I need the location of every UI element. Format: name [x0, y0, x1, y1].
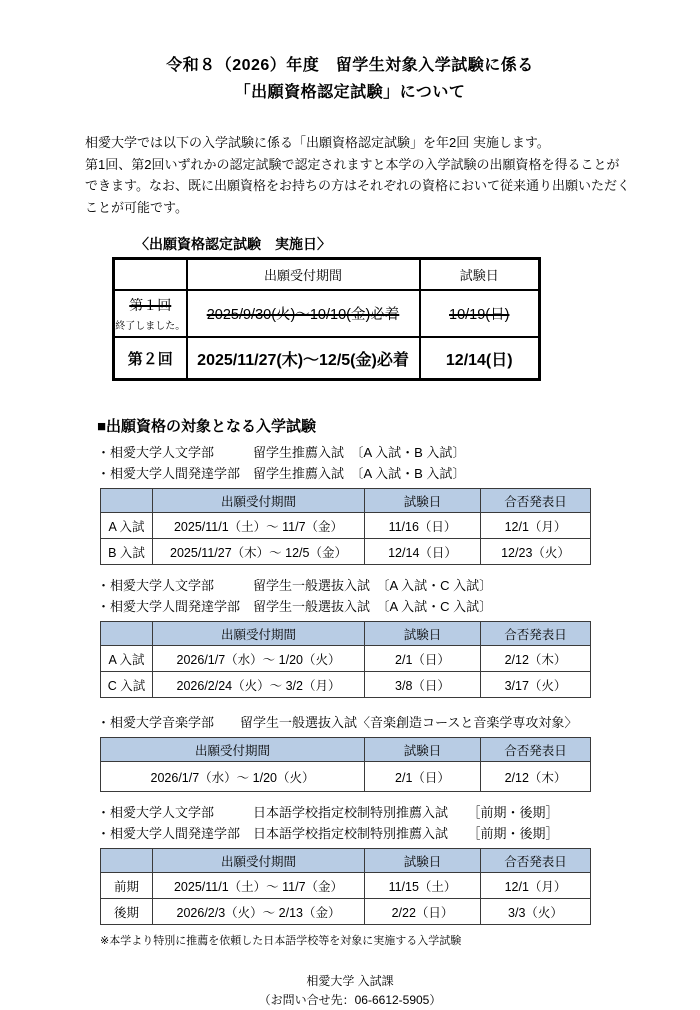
music-exam-bullet [97, 712, 700, 733]
row-label: 前期 [101, 873, 153, 899]
intro-line-4: ことが可能です。 [85, 199, 188, 215]
row-label: 後期 [101, 899, 153, 925]
cert-round1-label: 第１回 [129, 297, 172, 313]
header-period: 出願受付期間 [153, 849, 365, 873]
row-period: 2026/1/7（水）～ 1/20（火） [101, 762, 365, 792]
header-period: 出願受付期間 [153, 489, 365, 513]
header-period: 出願受付期間 [153, 622, 365, 646]
cert-table-caption: 〈出願資格認定試験 実施日〉 [135, 236, 331, 252]
recommendation-exam-table [100, 488, 591, 565]
row-period: 2025/11/1（土）～ 11/7（金） [153, 513, 365, 539]
recommendation-exam-bullets [97, 442, 700, 484]
cert-header-exam-date: 試験日 [420, 259, 540, 291]
table-row [101, 513, 591, 539]
cert-round2-period: 2025/11/27(木)～12/5(金)必着 [187, 337, 420, 380]
header-result-date: 合否発表日 [481, 489, 591, 513]
cert-round2-row [114, 337, 540, 380]
header-result-date: 合否発表日 [481, 849, 591, 873]
cert-round1-row-finished [114, 290, 540, 337]
row-exam-date: 12/14（日） [365, 539, 481, 565]
title-line-1: 令和８（2026）年度 留学生対象入学試験に係る [166, 57, 534, 74]
row-label: A 入試 [101, 513, 153, 539]
japanese-school-exam-table [100, 848, 591, 925]
row-exam-date: 2/1（日） [365, 762, 481, 792]
bullet-humanities-japanese-school: ・相愛大学人文学部 日本語学校指定校制特別推薦入試 ［前期・後期］ [97, 805, 559, 820]
table-row [101, 873, 591, 899]
cert-round1-exam-date: 10/19(日) [420, 290, 540, 337]
cert-table-header-row [114, 259, 540, 291]
intro-line-3: できます。なお、既に出願資格をお持ちの方はそれぞれの資格において従来通り出願いただく [85, 178, 630, 193]
title-line-2: 「出願資格認定試験」について [234, 84, 466, 101]
music-exam-table [100, 737, 591, 792]
table-header-row [101, 738, 591, 762]
row-result-date: 2/12（木） [481, 762, 591, 792]
header-result-date: 合否発表日 [481, 622, 591, 646]
table-header-row [101, 489, 591, 513]
row-result-date: 3/3（火） [481, 899, 591, 925]
header-empty-cell [101, 849, 153, 873]
row-period: 2026/2/3（火）～ 2/13（金） [153, 899, 365, 925]
row-exam-date: 11/15（土） [365, 873, 481, 899]
table-row [101, 672, 591, 698]
general-selection-exam-bullets [97, 575, 700, 617]
row-result-date: 12/1（月） [481, 873, 591, 899]
cert-round1-label-cell [114, 290, 187, 337]
bullet-humanities-general: ・相愛大学人文学部 留学生一般選抜入試 〔A 入試・C 入試〕 [97, 578, 493, 593]
row-period: 2026/1/7（水）～ 1/20（火） [153, 646, 365, 672]
row-exam-date: 3/8（日） [365, 672, 481, 698]
bullet-human-development-general: ・相愛大学人間発達学部 留学生一般選抜入試 〔A 入試・C 入試〕 [97, 599, 493, 614]
row-result-date: 12/23（火） [481, 539, 591, 565]
cert-header-period: 出願受付期間 [187, 259, 420, 291]
table-row [101, 899, 591, 925]
header-exam-date: 試験日 [365, 849, 481, 873]
cert-round1-period: 2025/9/30(火)～10/10(金)必着 [187, 290, 420, 337]
bullet-music-general: ・相愛大学音楽学部 留学生一般選抜入試〈音楽創造コースと音楽学専攻対象〉 [97, 715, 578, 730]
header-empty-cell [101, 622, 153, 646]
japanese-school-exam-bullets [97, 802, 700, 844]
header-exam-date: 試験日 [365, 489, 481, 513]
japanese-school-footnote: ※本学より特別に推薦を依頼した日本語学校等を対象に実施する入学試験 [100, 935, 462, 947]
cert-schedule-table [112, 257, 541, 381]
table-header-row [101, 622, 591, 646]
intro-line-2: 第1回、第2回いずれかの認定試験で認定されますと本学の入学試験の出願資格を得ることが [85, 156, 620, 172]
intro-line-1: 相愛大学では以下の入学試験に係る「出願資格認定試験」を年2回 実施します。 [85, 135, 550, 150]
row-label: A 入試 [101, 646, 153, 672]
cert-round2-label: 第２回 [114, 337, 187, 380]
table-header-row [101, 849, 591, 873]
row-period: 2026/2/24（火）～ 3/2（月） [153, 672, 365, 698]
bullet-human-development-recommendation: ・相愛大学人間発達学部 留学生推薦入試 〔A 入試・B 入試〕 [97, 466, 466, 481]
row-exam-date: 11/16（日） [365, 513, 481, 539]
header-period: 出願受付期間 [101, 738, 365, 762]
document-footer [0, 972, 700, 1010]
cert-round2-exam-date: 12/14(日) [420, 337, 540, 380]
table-row [101, 646, 591, 672]
table-row [101, 762, 591, 792]
bullet-humanities-recommendation: ・相愛大学人文学部 留学生推薦入試 〔A 入試・B 入試〕 [97, 445, 466, 460]
row-result-date: 3/17（火） [481, 672, 591, 698]
table-row [101, 539, 591, 565]
row-label: C 入試 [101, 672, 153, 698]
row-result-date: 12/1（月） [481, 513, 591, 539]
row-period: 2025/11/1（土）～ 11/7（金） [153, 873, 365, 899]
bullet-human-development-japanese-school: ・相愛大学人間発達学部 日本語学校指定校制特別推薦入試 ［前期・後期］ [97, 826, 559, 841]
footer-department: 相愛大学 入試課 [306, 974, 394, 988]
header-exam-date: 試験日 [365, 622, 481, 646]
header-empty-cell [101, 489, 153, 513]
document-title [0, 0, 700, 106]
row-label: B 入試 [101, 539, 153, 565]
row-result-date: 2/12（木） [481, 646, 591, 672]
cert-round1-finished-note: 終了しました。 [115, 321, 186, 332]
row-period: 2025/11/27（木）～ 12/5（金） [153, 539, 365, 565]
header-result-date: 合否発表日 [481, 738, 591, 762]
row-exam-date: 2/1（日） [365, 646, 481, 672]
cert-header-empty-cell [114, 259, 187, 291]
general-selection-exam-table [100, 621, 591, 698]
footer-contact-phone: （お問い合せ先：06‐6612‐5905） [258, 993, 442, 1007]
header-exam-date: 試験日 [365, 738, 481, 762]
row-exam-date: 2/22（日） [365, 899, 481, 925]
eligible-exams-section-heading: ■出願資格の対象となる入学試験 [97, 418, 317, 435]
intro-paragraph [85, 132, 700, 218]
